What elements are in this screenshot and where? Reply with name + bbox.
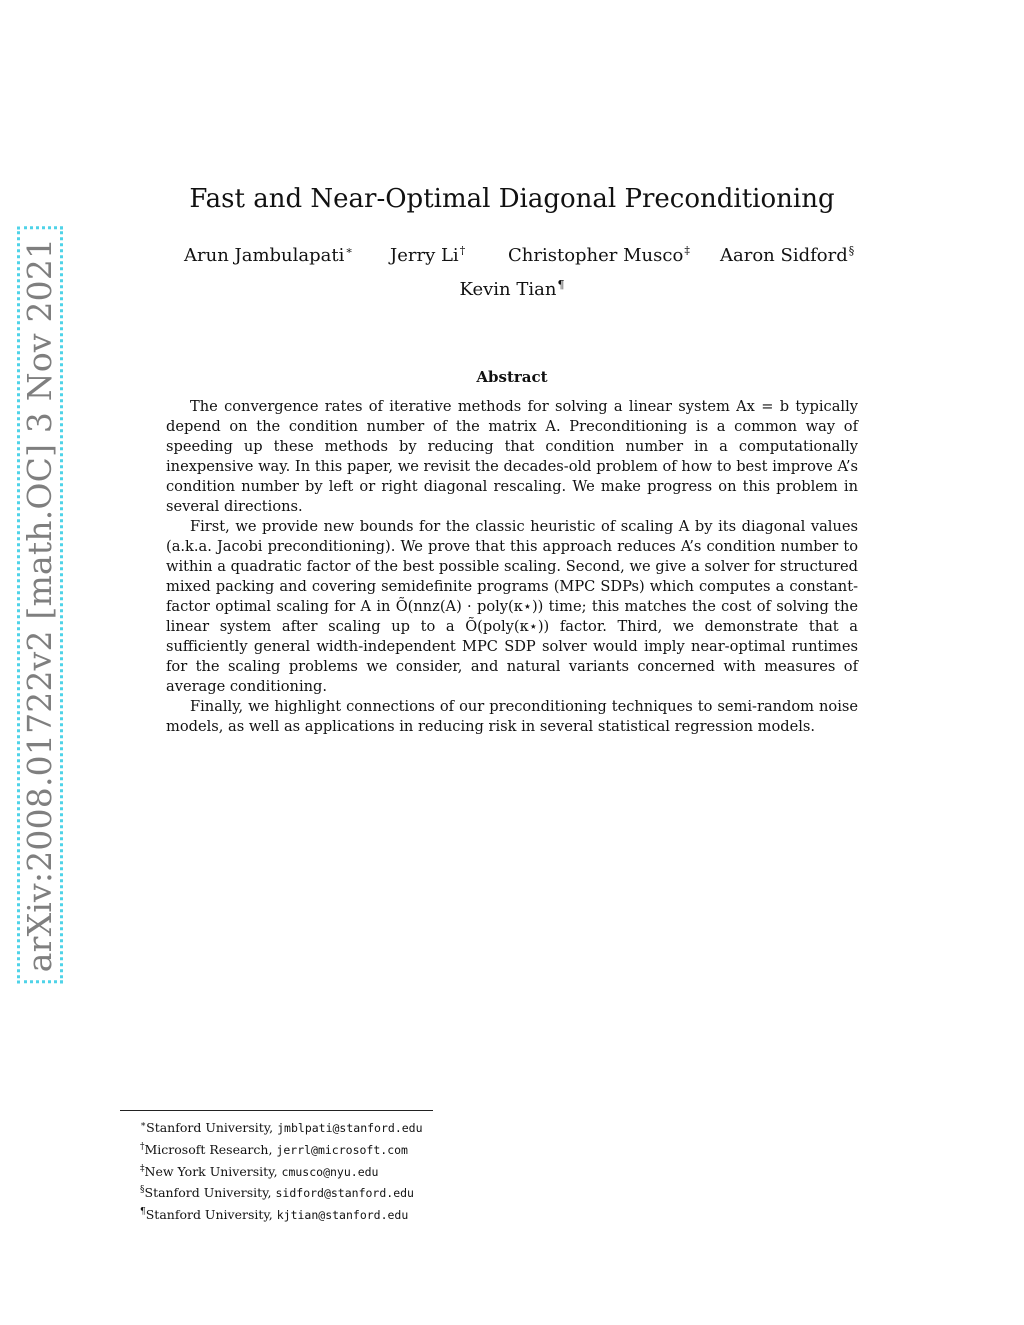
abstract-heading: Abstract — [476, 368, 548, 386]
footnote-email: cmusco@nyu.edu — [281, 1164, 379, 1179]
author-mark: ∗ — [345, 244, 353, 257]
paper-title: Fast and Near-Optimal Diagonal Preconditioning — [189, 184, 835, 214]
footnotes — [140, 1116, 423, 1225]
footnote-5 — [140, 1203, 423, 1225]
footnote-email: kjtian@stanford.edu — [276, 1208, 409, 1223]
author-mark: § — [848, 244, 855, 257]
footnote-1 — [140, 1116, 423, 1138]
abstract-body — [166, 397, 858, 737]
arxiv-identifier-stamp: arXiv:2008.01722v2 [math.OC] 3 Nov 2021 — [17, 227, 63, 984]
footnote-mark: ¶ — [140, 1207, 146, 1218]
footnote-mark: † — [140, 1141, 145, 1152]
author-musco — [508, 244, 690, 266]
footnote-affiliation: Microsoft Research, — [144, 1141, 277, 1157]
abstract-paragraph-2: First, we provide new bounds for the classic heuristic of scaling A by its diagonal values (a.k.a. Jacobi preconditioning). We prove that this approach reduces A’s condition number to within a quadratic factor of the best possible scaling. Second, we give a solver for structured mixed packing and covering semidefinite programs (MPC SDPs) which computes a constant-factor optimal scaling for A in Õ(nnz(A) · poly(κ⋆)) time; this matches the cost of solving the linear system after scaling up to a Õ(poly(κ⋆)) factor. Third, we demonstrate that a sufficiently general width-independent MPC SDP solver would imply near-optimal runtimes for the scaling problems we consider, and natural variants concerned with measures of average conditioning. — [166, 518, 858, 695]
footnote-mark: ∗ — [140, 1120, 147, 1130]
author-name: Kevin Tian — [459, 279, 557, 300]
authors-row — [184, 244, 864, 270]
abstract-paragraph-1: The convergence rates of iterative methods for solving a linear system Ax = b typically depend on the condition number of the matrix A. Preconditioning is a common way of speeding up these methods by reducing that condition number in a computationally inexpensive way. In this paper, we revisit the decades-old problem of how to best improve A’s condition number by left or right diagonal rescaling. We make progress on this problem in several directions. — [166, 398, 858, 515]
footnote-2 — [140, 1138, 423, 1160]
author-sidford — [720, 244, 854, 266]
footnote-email: jmblpati@stanford.edu — [277, 1121, 423, 1135]
author-name: Arun Jambulapati — [184, 245, 345, 266]
author-li — [390, 244, 465, 266]
footnote-3 — [140, 1160, 423, 1182]
footnote-affiliation: Stanford University, — [145, 1207, 277, 1223]
footnote-affiliation: New York University, — [144, 1163, 282, 1179]
author-tian — [0, 278, 1024, 300]
footnote-affiliation: Stanford University, — [144, 1185, 276, 1201]
author-mark: ¶ — [557, 278, 565, 291]
footnote-mark: § — [140, 1185, 145, 1196]
footnote-mark: ‡ — [140, 1163, 145, 1174]
footnote-rule — [120, 1110, 433, 1111]
footnote-email: sidford@stanford.edu — [275, 1186, 414, 1201]
author-jambulapati — [184, 244, 353, 266]
footnote-email: jerrl@microsoft.com — [276, 1142, 408, 1157]
author-name: Christopher Musco — [508, 245, 684, 266]
author-mark: ‡ — [684, 244, 690, 257]
footnote-4 — [140, 1181, 423, 1203]
footnote-affiliation: Stanford University, — [146, 1120, 278, 1135]
author-mark: † — [459, 244, 466, 257]
author-name: Aaron Sidford — [720, 245, 848, 266]
author-name: Jerry Li — [390, 245, 459, 266]
abstract-paragraph-3: Finally, we highlight connections of our preconditioning techniques to semi-random noise models, as well as applications in reducing risk in several statistical regression models. — [166, 698, 858, 735]
